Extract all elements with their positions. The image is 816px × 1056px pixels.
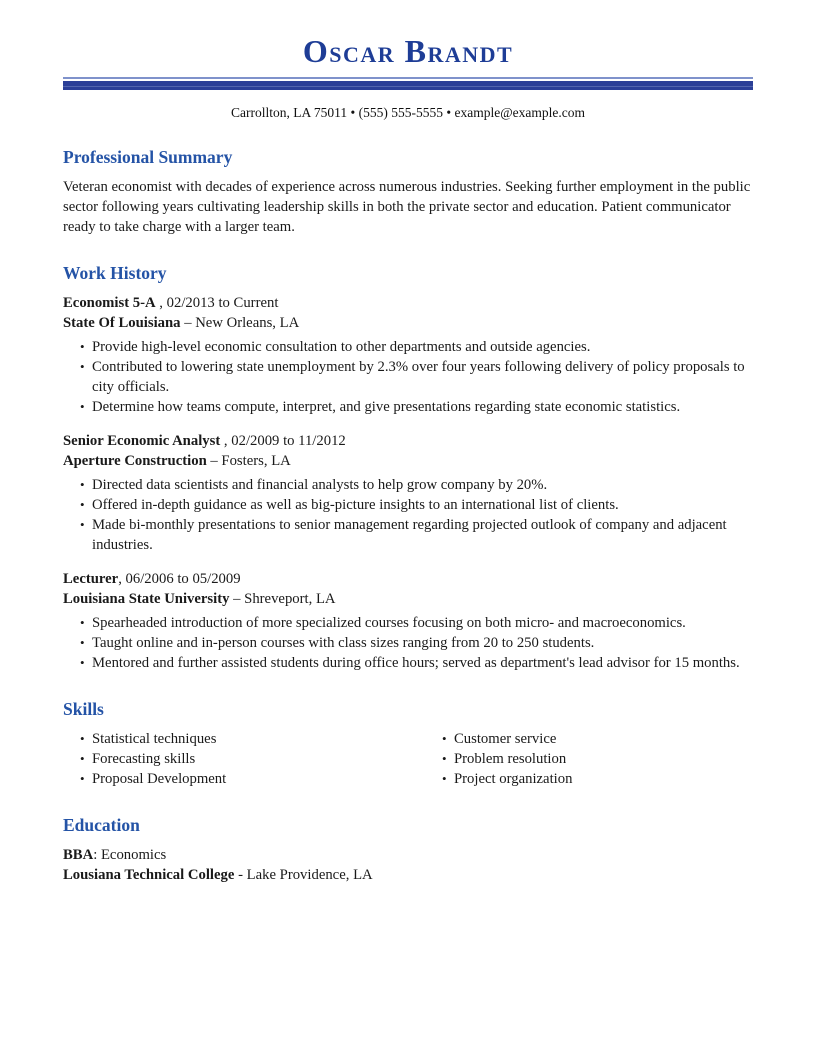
job-bullet-list [63,475,753,555]
job-entry-senior-analyst [63,431,753,555]
education-major: : Economics [93,847,167,863]
skills-list-left [63,729,425,789]
job-employer-line [63,589,753,609]
job-bullet-list [63,337,753,417]
job-role: Senior Economic Analyst [63,433,221,449]
job-title-line [63,293,753,313]
job-dates: , 06/2006 to 05/2009 [118,571,241,587]
job-title-line [63,431,753,451]
skill-item: • Project organization [425,769,753,789]
education-school-location: - Lake Providence, LA [234,867,373,883]
skill-item: • Customer service [425,729,753,749]
education-school-line [63,865,753,885]
skills-section-title: Skills [63,699,104,719]
job-dates: , 02/2009 to 11/2012 [220,433,346,449]
skills-list-right [425,729,753,789]
skill-item: • Proposal Development [63,769,425,789]
job-bullet: • Mentored and further assisted students during office hours; served as department's lead advisor for 15 months. [63,653,753,673]
job-bullet: • Taught online and in-person courses with class sizes ranging from 20 to 250 students. [63,633,753,653]
job-bullet: • Offered in-depth guidance as well as big-picture insights to an international list of clients. [63,495,753,515]
job-location: – New Orleans, LA [180,315,300,331]
job-role: Lecturer [63,571,119,587]
job-role: Economist 5-A [63,295,156,311]
skill-item: • Forecasting skills [63,749,425,769]
job-employer: State Of Louisiana [63,315,181,331]
summary-section-title: Professional Summary [63,147,233,167]
summary-text: Veteran economist with decades of experience across numerous industries. Seeking further employment in the public sector following years cultivating leadership skills in both the private sector and education. Patient communicator ready to take charge with a larger team. [63,179,751,235]
job-bullet: • Determine how teams compute, interpret, and give presentations regarding state economic statistics. [63,397,753,417]
job-title-line [63,569,753,589]
education-degree: BBA [63,847,94,863]
job-entry-economist [63,293,753,417]
job-bullet: • Spearheaded introduction of more specialized courses focusing on both micro- and macroeconomics. [63,613,753,633]
education-degree-line [63,845,753,865]
job-location: – Shreveport, LA [229,591,336,607]
job-entry-lecturer [63,569,753,673]
work-section-title: Work History [63,263,167,283]
education-section-title: Education [63,815,140,835]
job-location: – Fosters, LA [206,453,291,469]
job-bullet-list [63,613,753,673]
job-bullet: • Directed data scientists and financial analysts to help grow company by 20%. [63,475,753,495]
job-employer-line [63,451,753,471]
education-section [63,814,753,885]
job-dates: , 02/2013 to Current [155,295,279,311]
skill-item: • Statistical techniques [63,729,425,749]
education-school: Lousiana Technical College [63,867,235,883]
divider-dark-rule-2 [63,87,753,90]
job-bullet: • Made bi-monthly presentations to senior management regarding projected outlook of company and adjacent industries. [63,515,753,555]
job-bullet: • Provide high-level economic consultation to other departments and outside agencies. [63,337,753,357]
contact-line: Carrollton, LA 75011 • (555) 555-5555 • example@example.com [231,105,585,120]
candidate-name: Oscar Brandt [302,33,514,69]
skills-columns [63,729,753,789]
header-divider [63,77,753,90]
skill-item: • Problem resolution [425,749,753,769]
job-bullet: • Contributed to lowering state unemployment by 2.3% over four years following delivery of policy proposals to city officials. [63,357,753,397]
job-employer: Louisiana State University [63,591,230,607]
job-employer-line [63,313,753,333]
job-employer: Aperture Construction [63,453,207,469]
